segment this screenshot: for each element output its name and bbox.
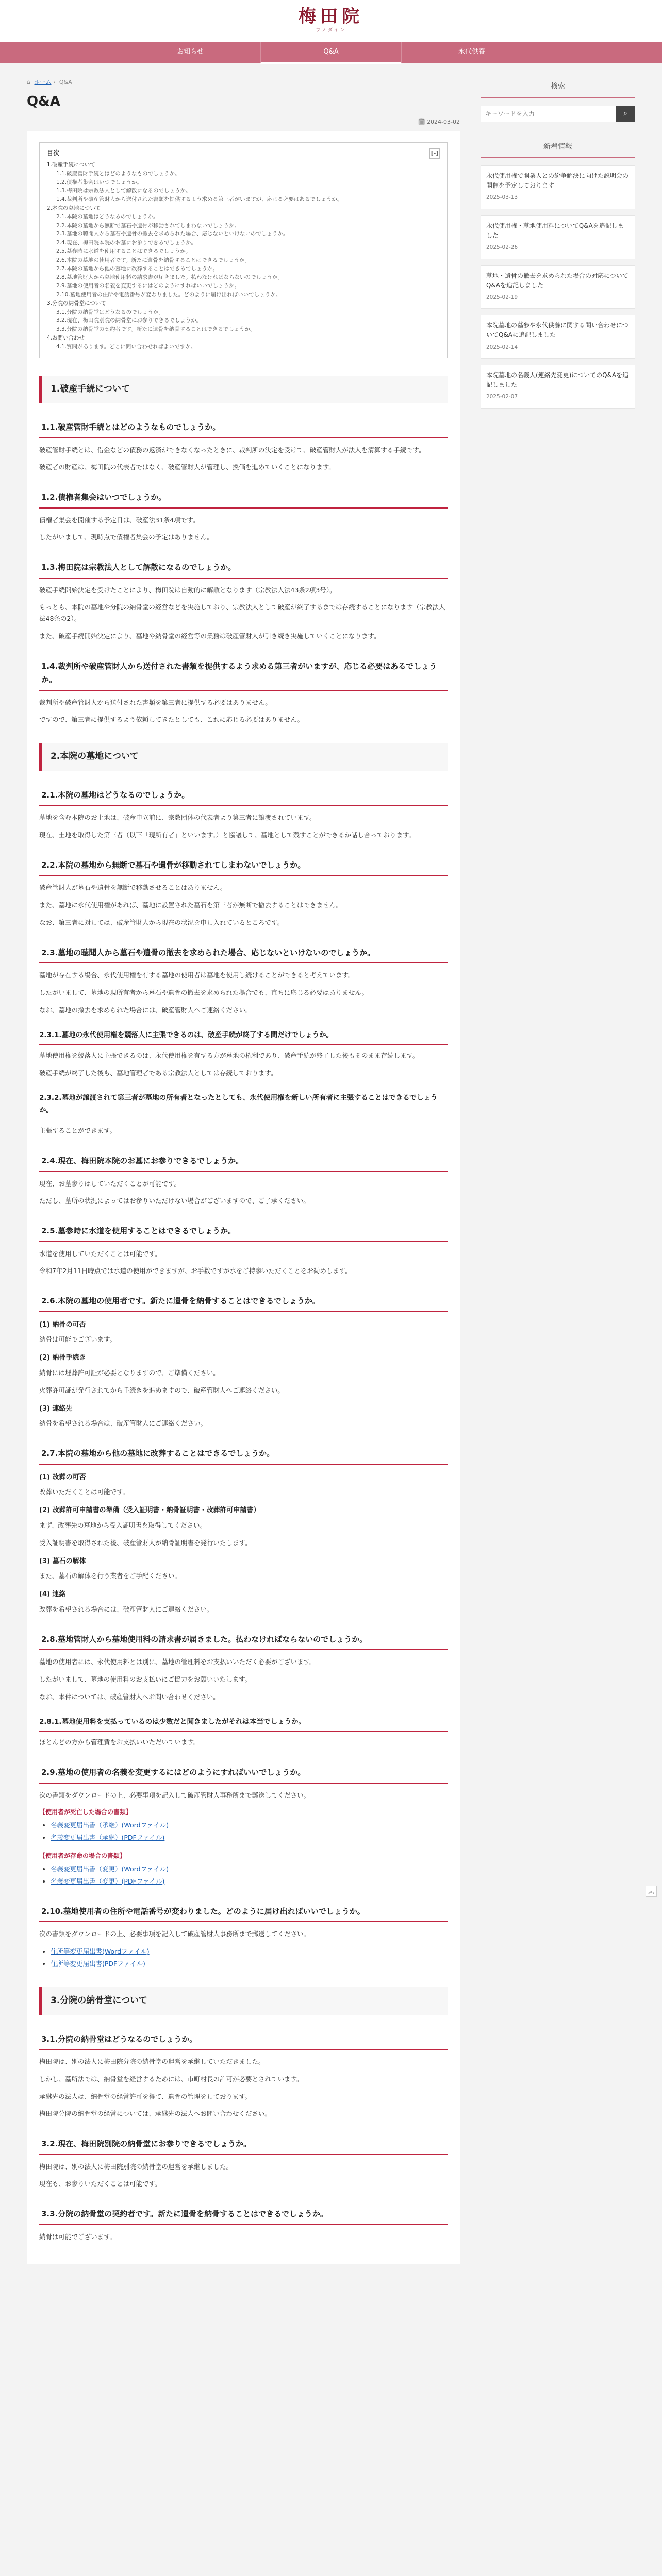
question-2-6: 2.6.本院の墓地の使用者です。新たに遺骨を納骨することはできるでしょうか。 <box>39 1290 448 1312</box>
answer-text: 納骨は可能でございます。 <box>39 1335 117 1344</box>
toc-item[interactable]: 2.7.本院の墓地から他の墓地に改葬することはできるでしょうか。 <box>56 265 218 272</box>
download-list <box>51 1820 448 1843</box>
page-title: Q&A <box>27 94 60 110</box>
answer-text: しかし、墓所法では、納骨堂を経営するためには、市町村長の許可が必要とされています。 <box>39 2075 303 2083</box>
news-date: 2025-02-14 <box>486 344 518 350</box>
download-link[interactable]: 名義変更届出書（変更）(Wordファイル) <box>51 1865 169 1873</box>
answer-text: 水道を使用していただくことは可能です。 <box>39 1249 161 1258</box>
subheading: (3) 墓石の解体 <box>39 1557 86 1565</box>
download-list <box>51 1946 448 1970</box>
logo-text: 梅田院 <box>299 6 363 27</box>
question-3-3: 3.3.分院の納骨堂の契約者です。新たに遺骨を納骨することはできるでしょうか。 <box>39 2203 448 2225</box>
toc-item[interactable]: 2.3.墓地の聴聞人から墓石や遺骨の撤去を求められた場合、応じないといけないのでしょうか。 <box>56 231 289 238</box>
answer-text: また、墓地に永代使用権があれば、墓地に設置された墓石を第三者が無断で撤去することはできません。 <box>39 901 343 909</box>
question-2-3-1: 2.3.1.墓地の永代使用権を競落人に主張できるのは、破産手続が終了する間だけでしょうか。 <box>39 1026 448 1045</box>
answer-text: 破産者の財産は、梅田院の代表者ではなく、破産管財人が管理し、換価を進めていくことになります。 <box>39 463 335 471</box>
answer-text: もっとも、本院の墓地や分院の納骨堂の経営などを実施しており、宗教法人として破産が終了するまでは存続することになります（宗教法人法48条の2）。 <box>39 603 445 623</box>
question-2-1: 2.1.本院の墓地はどうなるのでしょうか。 <box>39 784 448 806</box>
answer-text: 現在も、お参りいただくことは可能です。 <box>39 2180 161 2188</box>
calendar-icon: 🗓 <box>418 118 425 125</box>
answer-text: 改葬いただくことは可能です。 <box>39 1488 129 1496</box>
news-date: 2025-02-26 <box>486 244 518 251</box>
toc-item[interactable]: 3.分院の納骨堂について <box>47 300 106 307</box>
answer-text: したがいまして、墓地の現所有者から墓石や遺骨の撤去を求められた場合でも、直ちに応じる必要はありません。 <box>39 989 369 997</box>
toc-item[interactable]: 2.本院の墓地について <box>47 205 101 211</box>
answer-text: 破産管財手続とは、借金などの債務の返済ができなくなったときに、裁判所の決定を受けて、破産管財人が法人を清算する手続です。 <box>39 446 425 454</box>
download-link[interactable]: 名義変更届出書（承継）(Wordファイル) <box>51 1821 169 1829</box>
answer-text: 次の書類をダウンロードの上、必要事項を記入して破産管財人事務所まで郵送してください。 <box>39 1791 310 1799</box>
question-1-3: 1.3.梅田院は宗教法人として解散になるのでしょうか。 <box>39 556 448 578</box>
toc-item[interactable]: 4.1.質問があります。どこに問い合わせればよいですか。 <box>56 343 196 350</box>
article <box>27 131 460 2264</box>
toc-item[interactable]: 2.9.墓地の使用者の名義を変更するにはどのようにすればいいでしょうか。 <box>56 283 240 290</box>
news-date: 2025-03-13 <box>486 194 518 201</box>
breadcrumb <box>27 77 460 87</box>
subheading: (1) 納骨の可否 <box>39 1320 86 1329</box>
search-widget-title: 検索 <box>481 77 635 98</box>
section-heading-1: 1.破産手続について <box>39 376 448 403</box>
global-nav <box>0 42 662 63</box>
download-item <box>51 1958 448 1970</box>
answer-text: 承継先の法人は、納骨堂の経営許可を得て、遺骨の管理をしております。 <box>39 2092 252 2100</box>
document-group-label: 【使用者が存命の場合の書類】 <box>39 1852 126 1860</box>
post-date-text: 2024-03-02 <box>427 118 460 125</box>
answer-text: 墓地を含む本院のお土地は、破産申立前に、宗教団体の代表者より第三者に譲渡されています。 <box>39 814 316 822</box>
answer-text: 梅田院は、別の法人に梅田院分院の納骨堂の運営を承継していただきました。 <box>39 2057 265 2065</box>
download-item <box>51 1832 448 1843</box>
toc-item[interactable]: 2.8.墓地管財人から墓地使用料の請求書が届きました。払わなければならないのでしょうか。 <box>56 274 284 281</box>
subheading: (3) 連絡先 <box>39 1404 73 1413</box>
answer-text: まず、改葬先の墓地から受入証明書を取得してください。 <box>39 1521 207 1529</box>
answer-text: 次の書類をダウンロードの上、必要事項を記入して破産管財人事務所まで郵送してください。 <box>39 1930 310 1938</box>
question-2-9: 2.9.墓地の使用者の名義を変更するにはどのようにすればいいでしょうか。 <box>39 1761 448 1783</box>
news-date: 2025-02-07 <box>486 394 518 400</box>
answer-text: 現在、お墓参りはしていただくことが可能です。 <box>39 1179 181 1188</box>
news-title: 永代使用権・墓地使用料についてQ&Aを追記しました <box>486 222 624 239</box>
news-widget <box>481 138 635 409</box>
download-link[interactable]: 住所等変更届出書(Wordファイル) <box>51 1947 150 1956</box>
answer-text: なお、第三者に対しては、破産管財人から現在の状況を申し入れているところです。 <box>39 919 284 927</box>
answer-text: なお、本件については、破産管財人へお問い合わせください。 <box>39 1692 220 1701</box>
answer-text: 現在、土地を取得した第三者（以下「現所有者」といいます。）と協議して、墓地として残すことができるか話し合っております。 <box>39 831 416 839</box>
toc-toggle-button[interactable]: [-] <box>429 148 440 159</box>
toc-title: 目次 <box>47 149 60 157</box>
toc-item[interactable]: 2.2.本院の墓地から無断で墓石や遺骨が移動されてしまわないでしょうか。 <box>56 222 240 229</box>
site-header <box>0 0 662 42</box>
answer-text: また、墓石の解体を行う業者をご手配ください。 <box>39 1572 181 1580</box>
news-title: 本院墓地の名義人(連絡先変更)についてのQ&Aを追記しました <box>486 371 629 389</box>
toc-item[interactable]: 3.1.分院の納骨堂はどうなるのでしょうか。 <box>56 309 164 315</box>
download-item <box>51 1863 448 1875</box>
answer-text: 墓地使用権を競落人に主張できるのは、永代使用権を有する方が墓地の権利であり、破産手続が終了した後もそのまま存続します。 <box>39 1052 419 1060</box>
post-date <box>27 117 460 127</box>
answer-text: 破産管財人が墓石や遺骨を無断で移動させることはありません。 <box>39 884 227 892</box>
news-item[interactable] <box>481 315 635 359</box>
toc-item[interactable]: 2.4.現在、梅田院本院のお墓にお参りできるでしょうか。 <box>56 240 196 246</box>
news-item[interactable] <box>481 265 635 309</box>
search-widget <box>481 77 635 122</box>
news-date: 2025-02-19 <box>486 294 518 300</box>
toc-item[interactable]: 3.2.現在、梅田院別院の納骨堂にお参りできるでしょうか。 <box>56 317 202 324</box>
breadcrumb-separator-icon: › <box>53 79 56 86</box>
answer-text: ですので、第三者に提供するよう依頼してきたとしても、これに応じる必要はありません。 <box>39 716 304 724</box>
toc-item[interactable]: 3.3.分院の納骨堂の契約者です。新たに遺骨を納骨することはできるでしょうか。 <box>56 326 256 333</box>
answer-text: 梅田院は、別の法人に梅田院別院の納骨堂の運営を承継しました。 <box>39 2162 233 2171</box>
news-title: 本院墓地の墓参や永代供養に関する問い合わせについてQ&Aに追記しました <box>486 321 628 339</box>
download-item <box>51 1820 448 1831</box>
question-2-7: 2.7.本院の墓地から他の墓地に改葬することはできるでしょうか。 <box>39 1443 448 1464</box>
subheading: (4) 連絡 <box>39 1590 66 1599</box>
subheading: (2) 改葬許可申請書の準備（受入証明書・納骨証明書・改葬許可申請書） <box>39 1506 260 1515</box>
scroll-to-top-button[interactable]: ︽ <box>646 1886 657 1897</box>
toc-item[interactable]: 1.2.債権者集会はいつでしょうか。 <box>56 179 143 185</box>
answer-text: 火葬許可証が発行されてから手続きを進めますので、破産管財人へご連絡ください。 <box>39 1386 284 1394</box>
answer-text: 墓地の使用者には、永代使用料とは別に、墓地の管理料をお支払いいただく必要がございます。 <box>39 1658 316 1666</box>
question-2-3: 2.3.墓地の聴聞人から墓石や遺骨の撤去を求められた場合、応じないといけないのでしょうか。 <box>39 942 448 963</box>
news-item[interactable] <box>481 215 635 259</box>
question-1-4: 1.4.裁判所や破産管財人から送付された書類を提供するよう求める第三者がいますが、応じる必要はあるでしょうか。 <box>39 655 448 691</box>
answer-text: 主張することができます。 <box>39 1127 117 1135</box>
answer-text: したがいまして、墓地の使用料のお支払いにご協力をお願いいたします。 <box>39 1675 252 1684</box>
download-list <box>51 1863 448 1887</box>
logo-subtext: ウメダイン <box>316 27 346 33</box>
nav-item-qa[interactable]: Q&A <box>260 42 401 64</box>
download-link[interactable]: 名義変更届出書（変更）(PDFファイル) <box>51 1877 165 1886</box>
search-form <box>481 106 635 122</box>
question-1-2: 1.2.債権者集会はいつでしょうか。 <box>39 486 448 508</box>
question-2-3-2: 2.3.2.墓地が譲渡されて第三者が墓地の所有者となったとしても、永代使用権を新しい所有者に主張することはできるでしょうか。 <box>39 1089 448 1120</box>
answer-text: 梅田院分院の納骨堂の経営については、承継先の法人へお問い合わせください。 <box>39 2110 271 2118</box>
answer-text: 納骨を希望される場合は、破産管財人にご連絡ください。 <box>39 1419 207 1428</box>
breadcrumb-current: Q&A <box>59 79 72 86</box>
answer-text: 納骨は可能でございます。 <box>39 2232 117 2241</box>
sidebar <box>481 77 635 2264</box>
site-logo[interactable] <box>299 7 363 35</box>
answer-text: ただし、墓所の状況によってはお参りいただけない場合がございますので、ご了承ください。 <box>39 1197 310 1205</box>
search-icon: ⌕ <box>623 109 627 118</box>
toc-item[interactable]: 1.3.梅田院は宗教法人として解散になるのでしょうか。 <box>56 188 191 194</box>
news-widget-title: 新着情報 <box>481 138 635 159</box>
subheading: (2) 納骨手続き <box>39 1354 86 1362</box>
question-3-2: 3.2.現在、梅田院別院の納骨堂にお参りできるでしょうか。 <box>39 2133 448 2155</box>
answer-text: 裁判所や破産管財人から送付された書類を第三者に提供する必要はありません。 <box>39 698 272 706</box>
news-item[interactable] <box>481 165 635 209</box>
question-2-10: 2.10.墓地使用者の住所や電話番号が変わりました。どのように届け出ればいいでしょうか。 <box>39 1901 448 1922</box>
question-2-4: 2.4.現在、梅田院本院のお墓にお参りできるでしょうか。 <box>39 1150 448 1172</box>
table-of-contents <box>39 142 448 358</box>
download-item <box>51 1946 448 1957</box>
answer-text: したがいまして、現時点で債権者集会の予定はありません。 <box>39 533 214 541</box>
toc-item[interactable]: 2.6.本院の墓地の使用者です。新たに遺骨を納骨することはできるでしょうか。 <box>56 257 251 263</box>
question-2-2: 2.2.本院の墓地から無断で墓石や遺骨が移動されてしまわないでしょうか。 <box>39 854 448 876</box>
toc-item[interactable]: 2.5.墓参時に水道を使用することはできるでしょうか。 <box>56 248 191 255</box>
download-link[interactable]: 住所等変更届出書(PDFファイル) <box>51 1959 145 1968</box>
document-group-label: 【使用者が死亡した場合の書類】 <box>39 1808 133 1816</box>
question-2-8-1: 2.8.1.墓地使用料を支払っているのは少数だと聞きましたがそれは本当でしょうか。 <box>39 1713 448 1732</box>
main-content <box>27 77 460 2264</box>
answer-text: 債権者集会を開催する予定日は、破産法31条4項です。 <box>39 516 200 524</box>
answer-text: なお、墓地の撤去を求められた場合には、破産管財人へご連絡ください。 <box>39 1006 252 1014</box>
subheading: (1) 改葬の可否 <box>39 1473 86 1481</box>
answer-text: 墓地が存在する場合、永代使用権を有する墓地の使用者は墓地を使用し続けることができると考えています。 <box>39 971 355 979</box>
toc-item[interactable]: 2.1.本院の墓地はどうなるのでしょうか。 <box>56 213 159 220</box>
question-2-8: 2.8.墓地管財人から墓地使用料の請求書が届きました。払わなければならないのでしょうか。 <box>39 1629 448 1650</box>
answer-text: 受入証明書を取得された後、破産管財人が納骨証明書を発行いたします。 <box>39 1538 252 1547</box>
search-button[interactable] <box>616 106 635 122</box>
news-item[interactable] <box>481 365 635 409</box>
home-icon: ⌂ <box>27 79 30 86</box>
answer-text: 納骨には埋葬許可証が必要となりますので、ご準備ください。 <box>39 1368 220 1377</box>
toc-item[interactable]: 1.1.破産管財手続とはどのようなものでしょうか。 <box>56 170 180 177</box>
nav-item-news[interactable]: お知らせ <box>120 42 260 64</box>
answer-text: ほとんどの方から管理費をお支払いいただいています。 <box>39 1738 200 1747</box>
toc-item[interactable]: 1.4.裁判所や破産管財人から送付された書類を提供するよう求める第三者がいますが、応じる必要はあるでしょうか。 <box>56 196 343 203</box>
answer-text: 破産手続が終了した後も、墓地管理者である宗教法人としては存続しております。 <box>39 1069 277 1077</box>
toc-item[interactable]: 4.お問い合わせ <box>47 334 85 341</box>
question-1-1: 1.1.破産管財手続とはどのようなものでしょうか。 <box>39 416 448 438</box>
answer-text: また、破産手続開始決定により、墓地や納骨堂の経営等の業務は破産管財人が引き続き実施していくことになります。 <box>39 632 380 640</box>
question-2-5: 2.5.墓参時に水道を使用することはできるでしょうか。 <box>39 1220 448 1242</box>
section-heading-3: 3.分院の納骨堂について <box>39 1987 448 2015</box>
toc-list <box>47 161 440 351</box>
question-3-1: 3.1.分院の納骨堂はどうなるのでしょうか。 <box>39 2028 448 2050</box>
news-title: 墓地・遺骨の撤去を求められた場合の対応についてQ&Aを追記しました <box>486 272 628 289</box>
toc-item[interactable]: 1.破産手続について <box>47 162 95 168</box>
answer-text: 破産手続開始決定を受けたことにより、梅田院は自動的に解散となります（宗教法人法43条2項3号）。 <box>39 586 336 594</box>
toc-item[interactable]: 2.10.墓地使用者の住所や電話番号が変わりました。どのように届け出ればいいでしょうか。 <box>56 291 282 298</box>
search-input[interactable] <box>481 106 616 122</box>
answer-text: 改葬を希望される場合には、破産管財人にご連絡ください。 <box>39 1605 213 1614</box>
download-item <box>51 1876 448 1887</box>
section-heading-2: 2.本院の墓地について <box>39 743 448 771</box>
news-title: 永代使用権で開業人との紛争解決に向けた説明会の開催を予定しております <box>486 172 629 190</box>
answer-text: 令和7年2月11日時点では水道の使用ができますが、お手数ですが水をご持参いただくことをお勧めします。 <box>39 1267 352 1275</box>
nav-item-eternal-memorial[interactable]: 永代供養 <box>401 42 542 64</box>
page-container <box>27 63 635 2264</box>
download-link[interactable]: 名義変更届出書（承継）(PDFファイル) <box>51 1834 165 1842</box>
breadcrumb-home[interactable]: ホーム <box>34 79 52 86</box>
